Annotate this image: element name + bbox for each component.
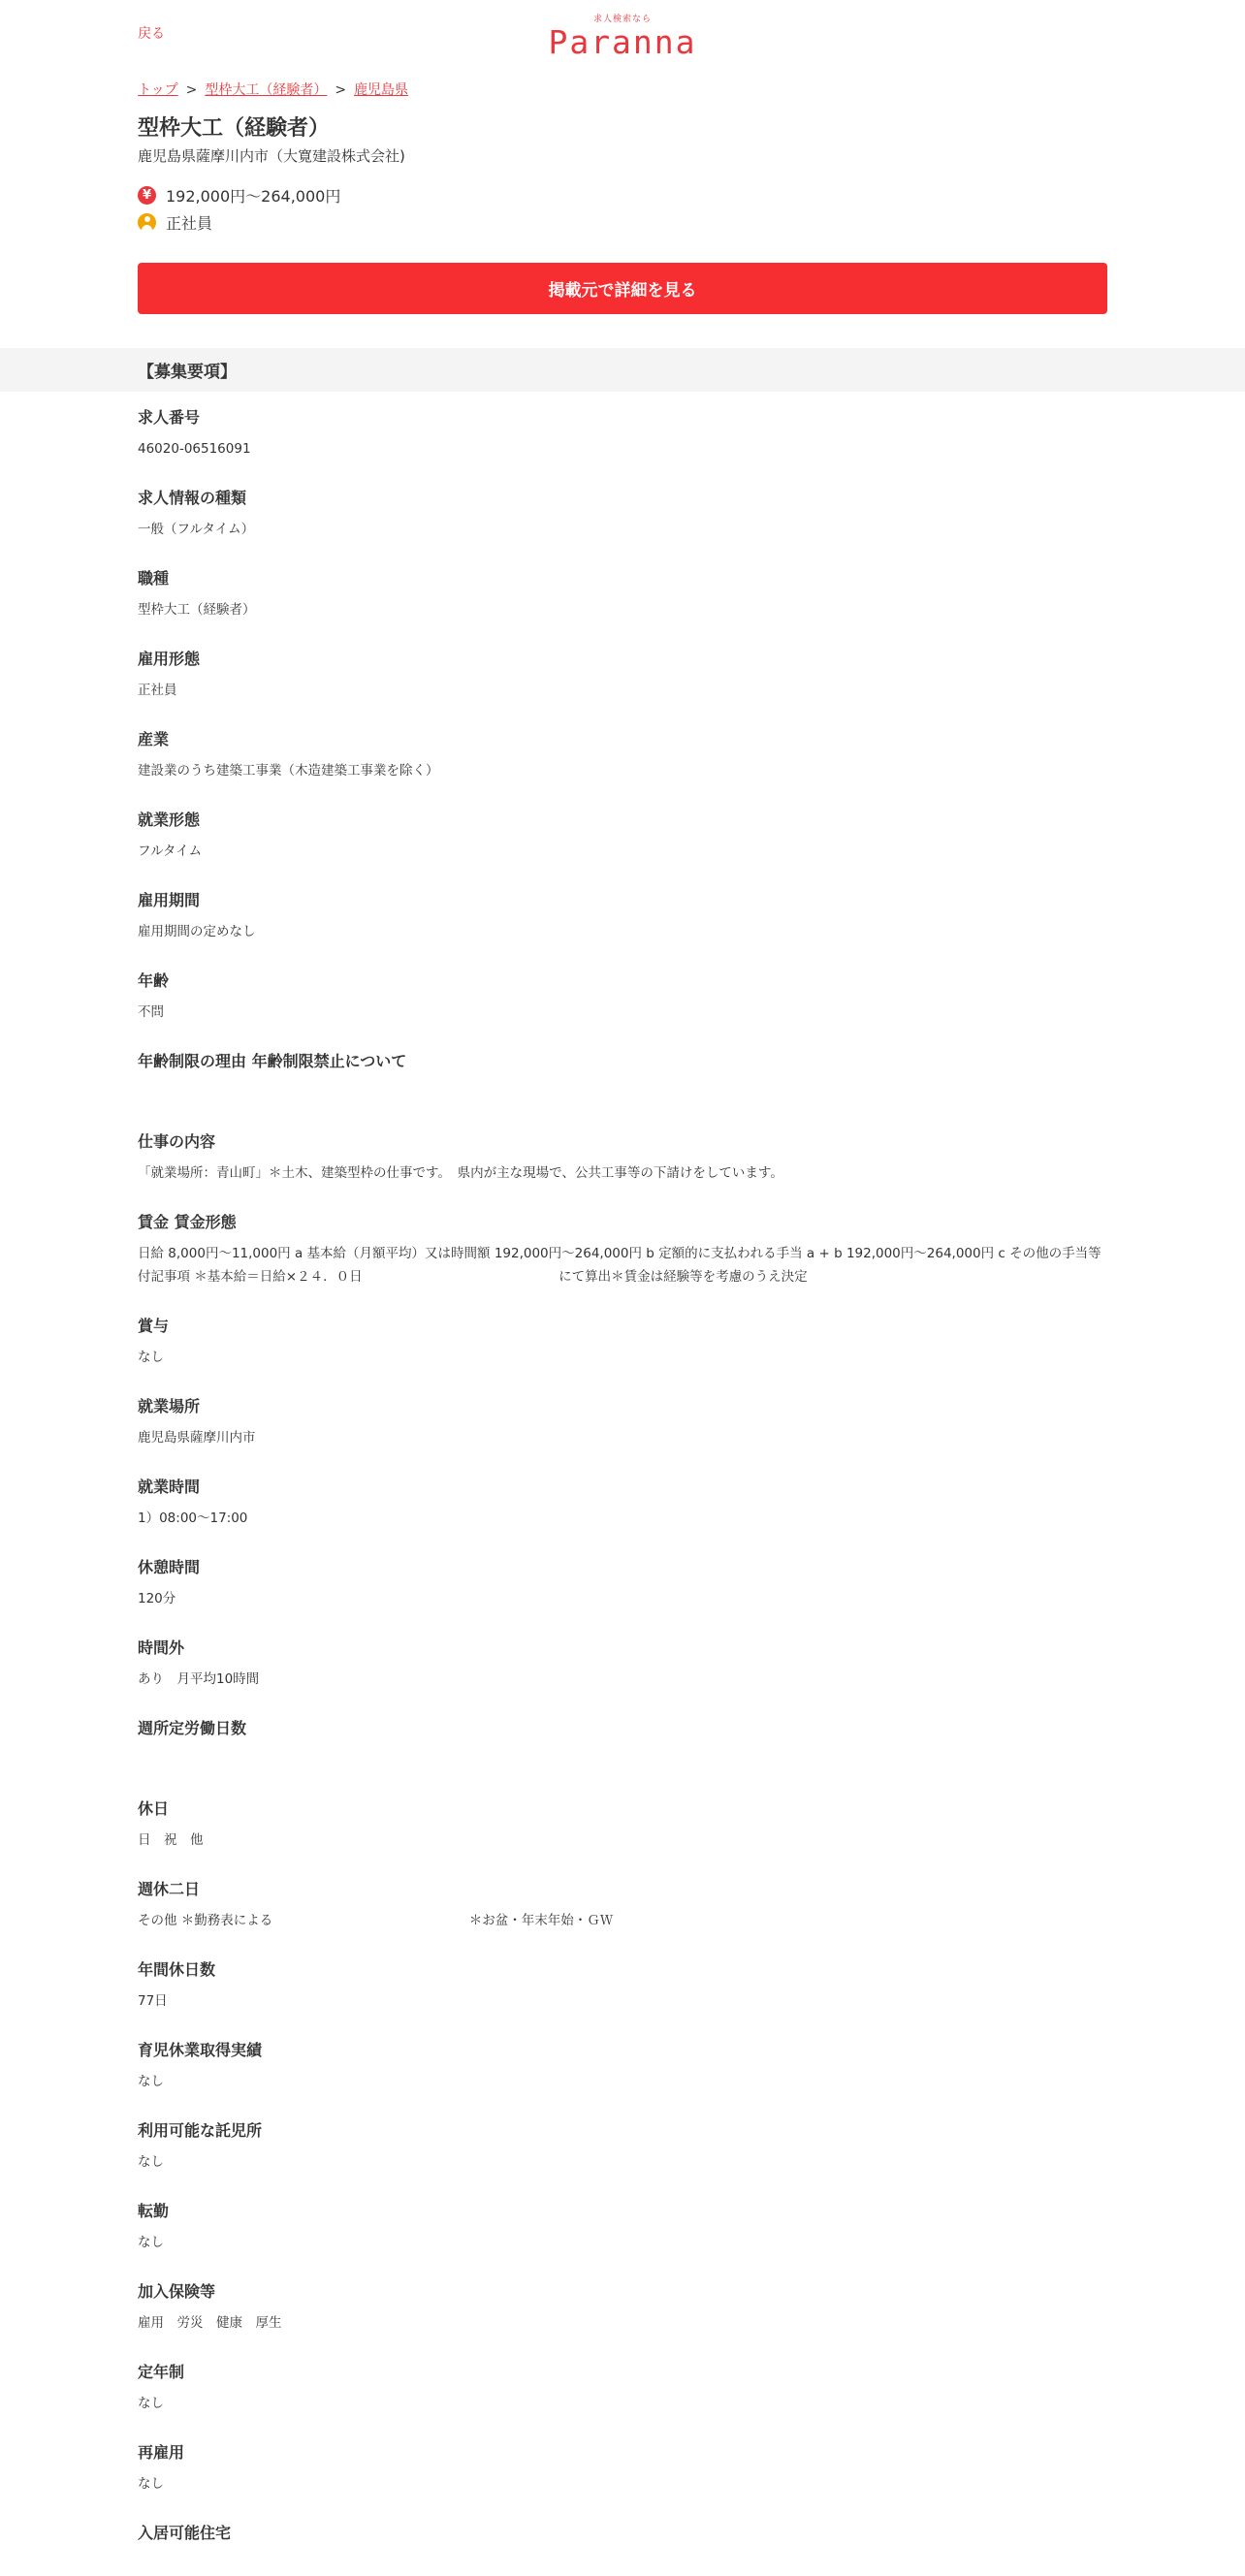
breadcrumb-job-category[interactable]: 型枠大工（経験者）	[205, 82, 328, 98]
detail-field-label: 職種	[138, 569, 170, 588]
logo-tagline: 求人検索なら	[592, 15, 652, 24]
detail-field-label: 休憩時間	[138, 1558, 201, 1576]
detail-field-label: 雇用形態	[138, 650, 201, 668]
detail-field-value: 「就業場所：青山町」＊土木、建築型枠の仕事です。 県内が主な現場で、公共工事等の下請けをしています。	[138, 1165, 783, 1181]
detail-field	[138, 1131, 1107, 1185]
logo-text: Paranna	[548, 23, 697, 61]
detail-field-value	[138, 2553, 1107, 2576]
detail-field-value: なし	[138, 2074, 164, 2089]
detail-field-label: 週休二日	[138, 1880, 201, 1898]
detail-field	[138, 568, 1107, 621]
detail-field	[138, 1798, 1107, 1852]
detail-field	[138, 810, 1107, 863]
section-title: 【募集要項】	[138, 363, 237, 382]
breadcrumb-prefecture[interactable]: 鹿児島県	[354, 82, 409, 98]
detail-field-label: 就業場所	[138, 1397, 201, 1415]
detail-field-value: 型枠大工（経験者）	[138, 602, 256, 618]
detail-field	[138, 1718, 1107, 1771]
detail-field-value: 日 祝 他	[138, 1832, 204, 1848]
detail-field-label: 週所定労働日数	[138, 1719, 247, 1737]
detail-field	[138, 2442, 1107, 2496]
detail-field-value: 120分	[138, 1591, 176, 1606]
detail-field-label: 転勤	[138, 2202, 170, 2220]
detail-field	[138, 1477, 1107, 1530]
breadcrumb-separator: >	[335, 82, 347, 98]
detail-field	[138, 2120, 1107, 2174]
detail-field-label: 求人情報の種類	[138, 489, 247, 507]
detail-field-value: 一般（フルタイム）	[138, 522, 255, 537]
detail-field-label: 就業時間	[138, 1478, 201, 1496]
salary-row	[138, 181, 1107, 208]
breadcrumb-top[interactable]: トップ	[138, 82, 178, 98]
back-link[interactable]: 戻る	[138, 26, 165, 42]
detail-field-value: なし	[138, 1350, 164, 1365]
detail-field	[138, 1212, 1107, 1288]
employment-text: 正社員	[166, 213, 213, 233]
detail-field-value: 雇用 労災 健康 厚生	[138, 2315, 282, 2331]
detail-field-label: 求人番号	[138, 408, 201, 427]
detail-field-value: 正社員	[138, 683, 177, 698]
detail-field-label: 賃金 賃金形態	[138, 1213, 237, 1231]
detail-field	[138, 1557, 1107, 1610]
detail-field-label: 産業	[138, 730, 170, 748]
detail-field-label: 再雇用	[138, 2443, 185, 2462]
detail-field	[138, 488, 1107, 541]
detail-field-value: 雇用期間の定めなし	[138, 924, 256, 939]
detail-field	[138, 2040, 1107, 2093]
detail-field-label: 就業形態	[138, 811, 201, 829]
detail-field-value: 日給 8,000円～11,000円 a 基本給（月額平均）又は時間額 192,000円～264,000円 b 定額的に支払われる手当 a + b 192,000円～264,000円 c その他の手当等付記事項 ＊基本給＝日給×２４．０日 にて算出＊賃金は経験等を考慮のうえ決定	[138, 1246, 1101, 1285]
site-logo[interactable]	[545, 14, 700, 60]
detail-field-value: なし	[138, 2235, 164, 2250]
job-meta	[138, 181, 1107, 236]
person-icon	[138, 213, 156, 232]
breadcrumb	[138, 81, 1107, 99]
detail-field-value: なし	[138, 2396, 164, 2411]
detail-field	[138, 2281, 1107, 2335]
detail-field	[138, 1638, 1107, 1691]
detail-field-value: 不問	[138, 1004, 164, 1020]
yen-icon: ¥	[138, 186, 156, 205]
detail-field	[138, 970, 1107, 1024]
detail-field-value: 46020-06516091	[138, 441, 251, 457]
detail-field-value: 1）08:00～17:00	[138, 1511, 248, 1526]
detail-field-label: 年齢	[138, 971, 170, 990]
job-title: 型枠大工（経験者）	[138, 116, 331, 141]
detail-field-label: 入居可能住宅	[138, 2524, 232, 2542]
detail-field-label: 育児休業取得実績	[138, 2041, 263, 2059]
detail-field	[138, 2201, 1107, 2254]
detail-field	[138, 2523, 1107, 2576]
job-details-list	[138, 407, 1107, 2576]
salary-text: 192,000円～264,000円	[166, 186, 341, 206]
detail-field-label: 賞与	[138, 1317, 170, 1335]
section-header	[0, 348, 1245, 392]
detail-field	[138, 729, 1107, 782]
detail-field-value: 77日	[138, 1993, 168, 2009]
detail-field-label: 雇用期間	[138, 891, 201, 909]
detail-field	[138, 1316, 1107, 1369]
detail-field-value: その他 ＊勤務表による ＊お盆・年末年始・ＧＷ	[138, 1913, 614, 1928]
detail-field	[138, 890, 1107, 943]
detail-field-value: なし	[138, 2476, 164, 2492]
detail-field-value: あり 月平均10時間	[138, 1671, 260, 1687]
detail-field	[138, 1051, 1107, 1104]
detail-field-value: フルタイム	[138, 843, 203, 859]
view-details-button[interactable]: 掲載元で詳細を見る	[138, 263, 1107, 314]
detail-field-value: 建設業のうち建築工事業（木造建築工事業を除く）	[138, 763, 439, 779]
detail-field-value	[138, 1748, 1107, 1771]
detail-field-label: 休日	[138, 1799, 170, 1818]
detail-field-label: 時間外	[138, 1638, 185, 1657]
detail-field	[138, 1396, 1107, 1449]
detail-field-value	[138, 1081, 1107, 1104]
detail-field	[138, 1879, 1107, 1932]
job-location: 鹿児島県薩摩川内市（大寛建設株式会社)	[138, 147, 405, 165]
detail-field-label: 仕事の内容	[138, 1132, 216, 1151]
detail-field-label: 年齢制限の理由 年齢制限禁止について	[138, 1052, 407, 1070]
employment-row	[138, 208, 1107, 236]
header	[138, 0, 1107, 68]
detail-field-value: なし	[138, 2154, 164, 2170]
detail-field	[138, 1959, 1107, 2013]
detail-field-label: 加入保険等	[138, 2282, 216, 2301]
detail-field	[138, 2362, 1107, 2415]
detail-field	[138, 649, 1107, 702]
page-container	[138, 0, 1107, 314]
breadcrumb-separator: >	[185, 82, 198, 98]
detail-field-label: 定年制	[138, 2363, 185, 2381]
detail-field-label: 年間休日数	[138, 1960, 216, 1979]
detail-field	[138, 407, 1107, 461]
detail-field-label: 利用可能な託児所	[138, 2121, 263, 2140]
detail-field-value: 鹿児島県薩摩川内市	[138, 1430, 256, 1446]
